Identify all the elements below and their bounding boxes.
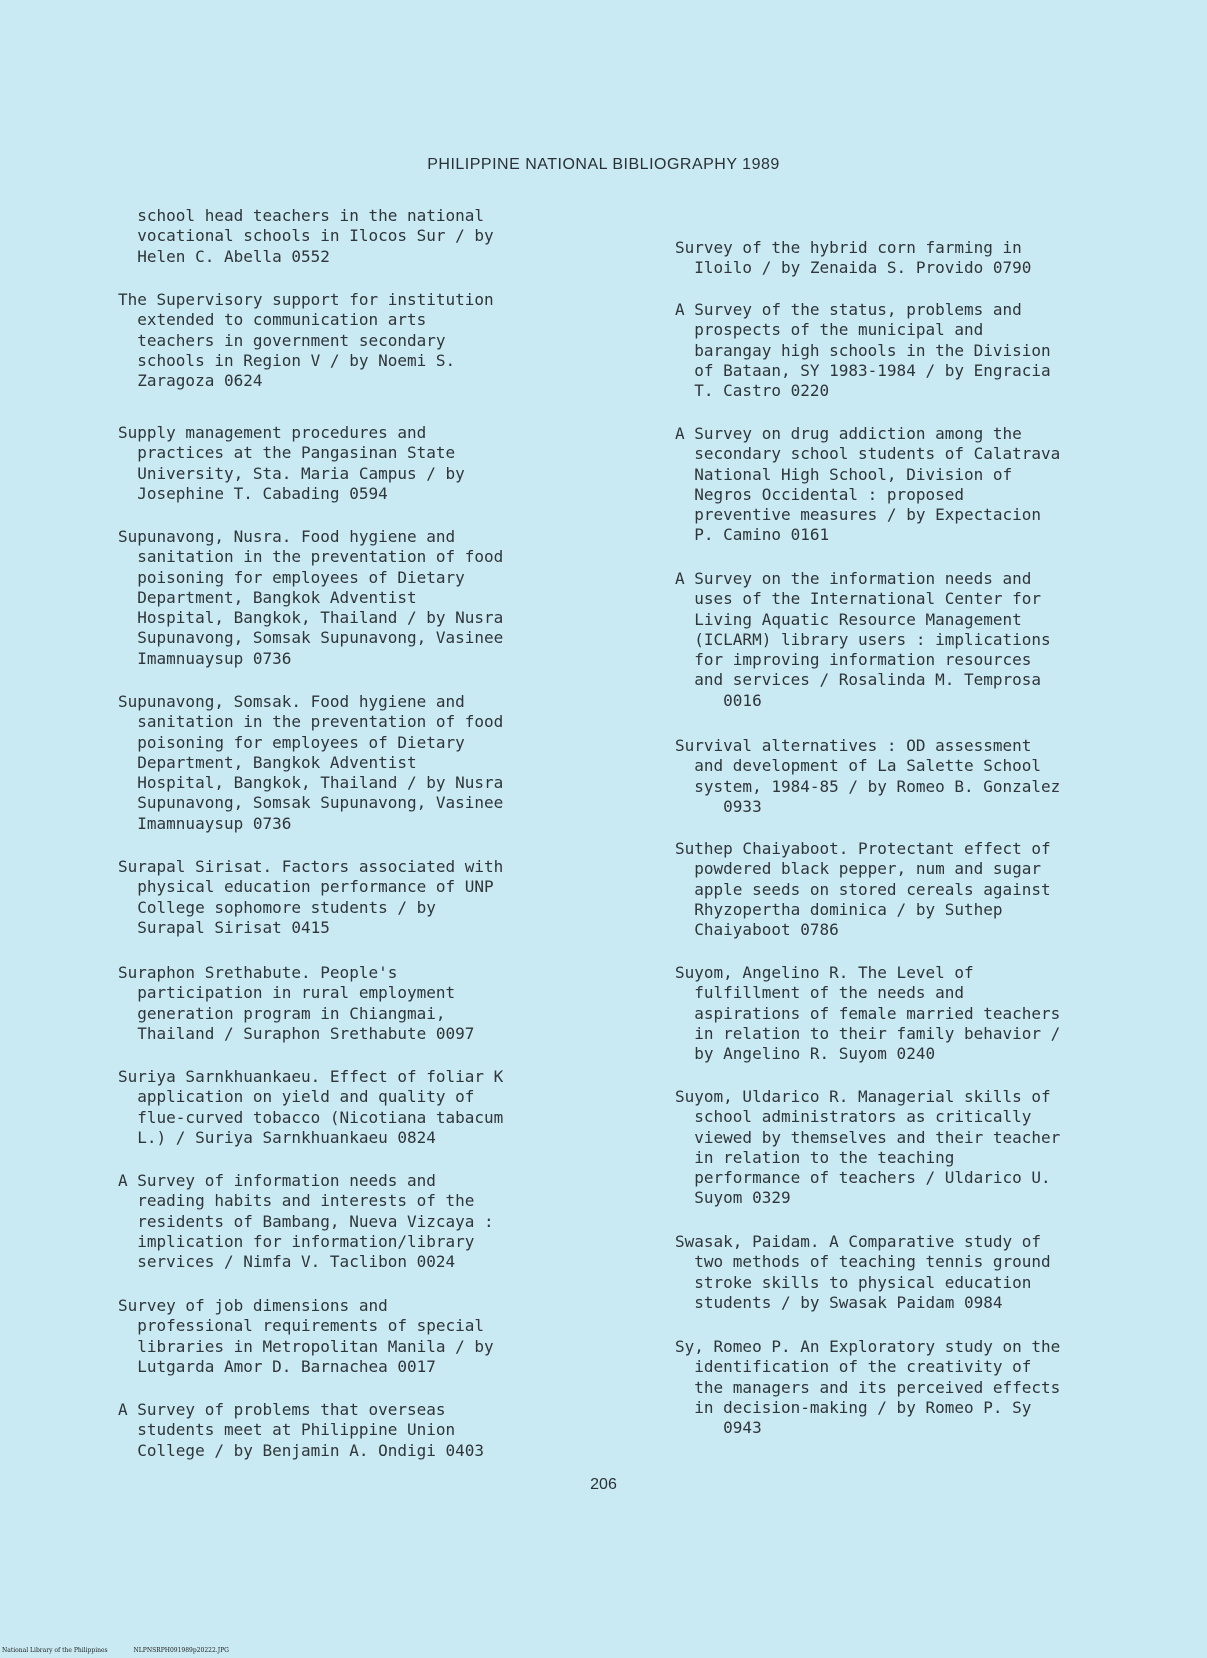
bibliography-entry: Sy, Romeo P. An Exploratory study on the identification of the creativity of the managers and its perceived effects in decision-making / by Romeo P. Sy 0943 — [675, 1337, 1061, 1438]
bibliography-entry: A Survey of the status, problems and prospects of the municipal and barangay high schools in the Division of Bataan, SY 1983-1984 / by Engracia T. Castro 0220 — [675, 300, 1051, 401]
bibliography-entry: A Survey on the information needs and uses of the International Center for Living Aquatic Resource Management (ICLARM) library users : implications for improving information resources and services / Rosalinda M. Temprosa 0016 — [675, 569, 1051, 710]
bibliography-entry: The Supervisory support for institution extended to communication arts teachers in government secondary schools in Region V / by Noemi S. Zaragoza 0624 — [118, 290, 494, 391]
bibliography-entry: A Survey of problems that overseas students meet at Philippine Union College / by Benjamin A. Ondigi 0403 — [118, 1400, 485, 1460]
bibliography-entry: Survival alternatives : OD assessment and development of La Salette School system, 1984-85 / by Romeo B. Gonzalez 0933 — [675, 736, 1061, 816]
page-header-title: PHILIPPINE NATIONAL BIBLIOGRAPHY 1989 — [427, 156, 780, 173]
bibliography-entry: Suriya Sarnkhuankaeu. Effect of foliar K application on yield and quality of flue-curved tobacco (Nicotiana tabacum L.) / Suriya Sarnkhuankaeu 0824 — [118, 1067, 504, 1147]
bibliography-entry: A Survey on drug addiction among the secondary school students of Calatrava National High School, Division of Negros Occidental : proposed preventive measures / by Expectacion P. Camino 0161 — [675, 424, 1061, 545]
caption-library: National Library of the Philippines — [2, 1647, 108, 1654]
bibliography-entry: Suraphon Srethabute. People's participation in rural employment generation program in Chiangmai, Thailand / Suraphon Srethabute 0097 — [118, 963, 475, 1043]
bibliography-entry: Supunavong, Somsak. Food hygiene and sanitation in the preventation of food poisoning for employees of Dietary Department, Bangkok Adventist Hospital, Bangkok, Thailand / by Nusra Supunavong, Somsak Supunavong, Vasinee Imamnuaysup 0736 — [118, 692, 504, 833]
bibliography-entry: Swasak, Paidam. A Comparative study of two methods of teaching tennis ground stroke skills to physical education students / by Swasak Paidam 0984 — [675, 1232, 1051, 1312]
bibliography-entry: Suyom, Uldarico R. Managerial skills of school administrators as critically viewed by themselves and their teacher in relation to the teaching performance of teachers / Uldarico U. Suyom 0329 — [675, 1087, 1061, 1208]
bibliography-entry: Surapal Sirisat. Factors associated with physical education performance of UNP College sophomore students / by Surapal Sirisat 0415 — [118, 857, 504, 937]
bibliography-entry: Supply management procedures and practices at the Pangasinan State University, Sta. Maria Campus / by Josephine T. Cabading 0594 — [118, 423, 465, 503]
page-number: 206 — [590, 1476, 617, 1493]
bibliography-entry: Supunavong, Nusra. Food hygiene and sanitation in the preventation of food poisoning for employees of Dietary Department, Bangkok Adventist Hospital, Bangkok, Thailand / by Nusra Supunavong, Somsak Supunavong, Vasinee Imamnuaysup 0736 — [118, 527, 504, 668]
bibliography-entry: Survey of the hybrid corn farming in Iloilo / by Zenaida S. Provido 0790 — [675, 238, 1032, 278]
caption-file: NLPNSRPH091989p20222.JPG — [133, 1647, 229, 1654]
bibliography-entry: Survey of job dimensions and professional requirements of special libraries in Metropolitan Manila / by Lutgarda Amor D. Barnachea 0017 — [118, 1296, 494, 1376]
bibliography-entry: Suyom, Angelino R. The Level of fulfillment of the needs and aspirations of female married teachers in relation to their family behavior / by Angelino R. Suyom 0240 — [675, 963, 1061, 1064]
bibliography-entry: school head teachers in the national vocational schools in Ilocos Sur / by Helen C. Abella 0552 — [137, 206, 494, 266]
scan-caption — [2, 1647, 253, 1654]
bibliography-entry: A Survey of information needs and reading habits and interests of the residents of Bambang, Nueva Vizcaya : implication for information/library services / Nimfa V. Taclibon 0024 — [118, 1171, 494, 1272]
bibliography-entry: Suthep Chaiyaboot. Protectant effect of powdered black pepper, num and sugar apple seeds on stored cereals against Rhyzopertha dominica / by Suthep Chaiyaboot 0786 — [675, 839, 1051, 940]
